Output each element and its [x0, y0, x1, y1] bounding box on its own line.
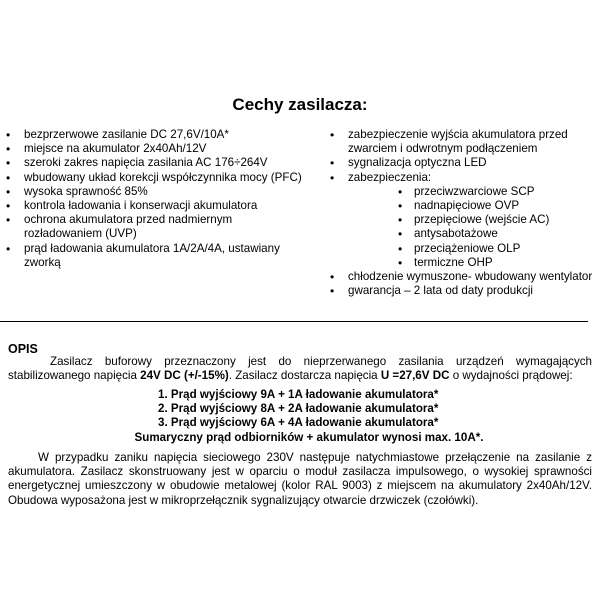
para1-text: Zasilacz buforowy przeznaczony jest do nieprzerwanego zasilania urządzeń wymagających stabilizowanego napięcia [8, 355, 592, 383]
protection-item: • antysabotażowe [348, 227, 598, 241]
features-right-list [328, 128, 598, 298]
description-paragraph: W przypadku zaniku napięcia sieciowego 230V następuje natychmiastowe przełączenie na zasilanie z akumulatora. Zasilacz skonstruowany jest w oparciu o moduł zasilacza impulsowego, o wysokiej sprawności energetycznej umieszczony w obudowie metalowej (kolor RAL 9003) z miejscem na akumulatory 2x40Ah/12V. Obudowa wyposażona jest w mikroprzełącznik sygnalizujący otwarcie drzwiczek (czołówki). [8, 451, 592, 507]
feature-item: • zabezpieczenie wyjścia akumulatora przed zwarciem i odwrotnym podłączeniem [328, 128, 598, 156]
feature-item: • gwarancja – 2 lata od daty produkcji [328, 284, 598, 298]
feature-item-label: zabezpieczenia: [348, 170, 432, 184]
output-current-list [0, 388, 600, 445]
protection-item: • termiczne OHP [348, 256, 598, 270]
feature-item: • miejsce na akumulator 2x40Ah/12V [4, 142, 306, 156]
para1-text: . Zasilacz dostarcza napięcia [228, 369, 381, 383]
features-left-list [4, 128, 306, 270]
feature-item: • kontrola ładowania i konserwacji akumulatora [4, 199, 306, 213]
voltage-range: 24V DC (+/-15%) [140, 369, 229, 383]
description-paragraph [8, 355, 592, 383]
output-option: 2. Prąd wyjściowy 8A + 2A ładowanie akumulatora* [158, 402, 439, 416]
feature-item: • wbudowany układ korekcji współczynnika mocy (PFC) [4, 171, 306, 185]
section-divider [0, 321, 588, 322]
total-current-note: Sumaryczny prąd odbiorników + akumulator wynosi max. 10A*. [134, 430, 484, 444]
output-option: 1. Prąd wyjściowy 9A + 1A ładowanie akumulatora* [158, 388, 439, 401]
section-title: Cechy zasilacza: [232, 95, 368, 114]
protection-item: • przeciążeniowe OLP [348, 242, 598, 256]
feature-item: • wysoka sprawność 85% [4, 185, 306, 199]
feature-item: • prąd ładowania akumulatora 1A/2A/4A, ustawiany zworką [4, 242, 306, 270]
protection-item: • przeciwzwarciowe SCP [348, 185, 598, 199]
output-option: 3. Prąd wyjściowy 6A + 4A ładowanie akumulatora* [158, 416, 439, 430]
para1-text: o wydajności prądowej: [449, 369, 573, 383]
protection-item: • przepięciowe (wejście AC) [348, 213, 598, 227]
protection-item: • nadnapięciowe OVP [348, 199, 598, 213]
feature-item: • ochrona akumulatora przed nadmiernym rozładowaniem (UVP) [4, 213, 306, 241]
feature-item: • bezprzerwowe zasilanie DC 27,6V/10A* [4, 128, 306, 142]
feature-item: • sygnalizacja optyczna LED [328, 156, 598, 170]
feature-item: • chłodzenie wymuszone- wbudowany wentylator [328, 270, 598, 284]
output-voltage: U =27,6V DC [380, 369, 450, 383]
feature-item [328, 171, 598, 270]
feature-item: • szeroki zakres napięcia zasilania AC 176÷264V [4, 156, 306, 170]
protections-list [348, 185, 598, 270]
opis-heading: OPIS [8, 342, 38, 356]
